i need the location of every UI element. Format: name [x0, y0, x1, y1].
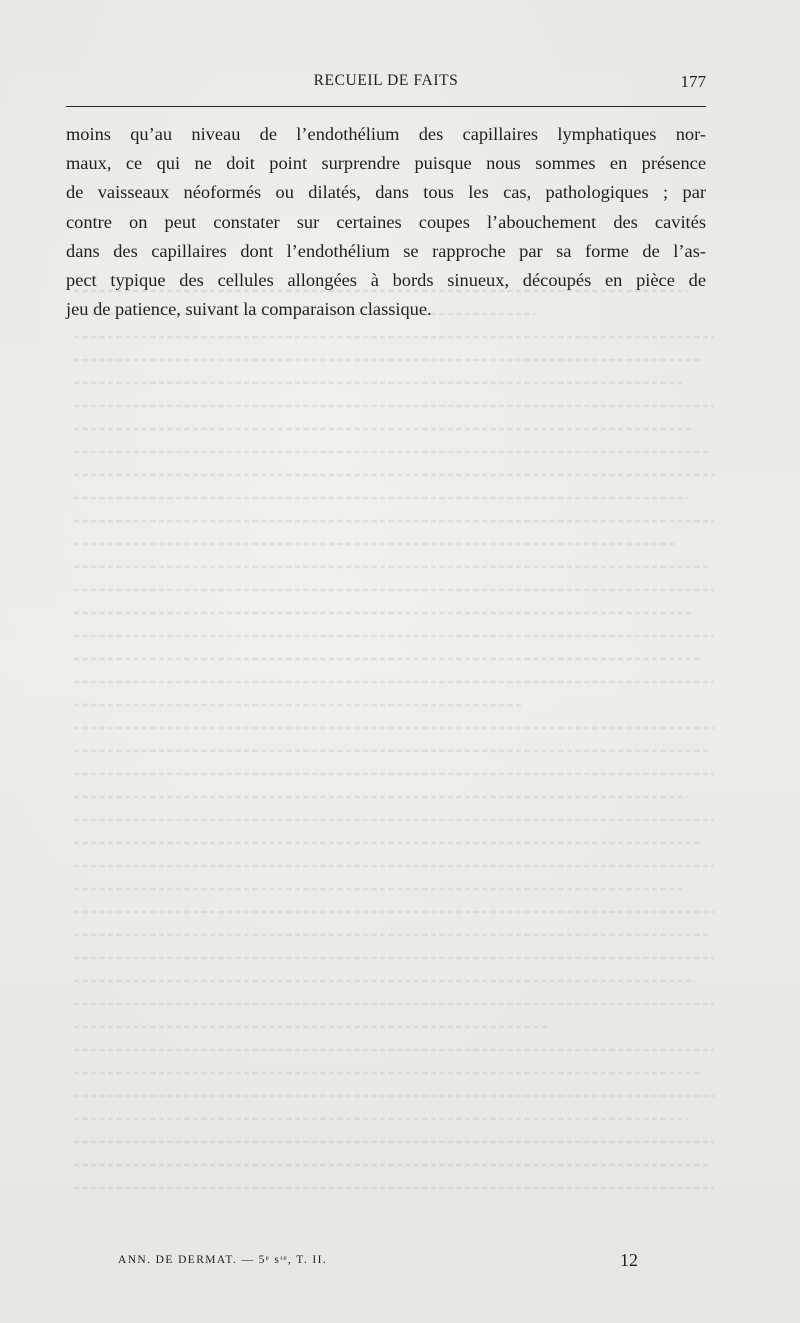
signature-mark: 12	[620, 1250, 638, 1270]
journal-reference: ANN. DE DERMAT. — 5ᵉ sᶦᵉ, T. II.	[118, 1254, 328, 1266]
show-through-texture	[74, 290, 714, 1230]
running-head	[66, 70, 706, 98]
page-footer	[118, 1250, 638, 1280]
text-line: jeu de patience, suivant la comparaison classique.	[66, 299, 432, 320]
page-number: 177	[680, 72, 706, 91]
text-line: dans des capillaires dont l’endothélium se rapproche par sa forme de l’as-	[66, 240, 706, 261]
text-line: contre on peut constater sur certaines coupes l’abouchement des cavités	[66, 211, 706, 232]
running-title: RECUEIL DE FAITS	[313, 72, 459, 89]
header-rule	[66, 106, 706, 107]
text-line: maux, ce qui ne doit point surprendre puisque nous sommes en présence	[66, 153, 706, 174]
text-line: pect typique des cellules allongées à bords sinueux, découpés en pièce de	[66, 270, 706, 291]
text-line: de vaisseaux néoformés ou dilatés, dans tous les cas, pathologiques ; par	[66, 182, 706, 203]
text-line: moins qu’au niveau de l’endothélium des capillaires lymphatiques nor-	[66, 124, 706, 144]
